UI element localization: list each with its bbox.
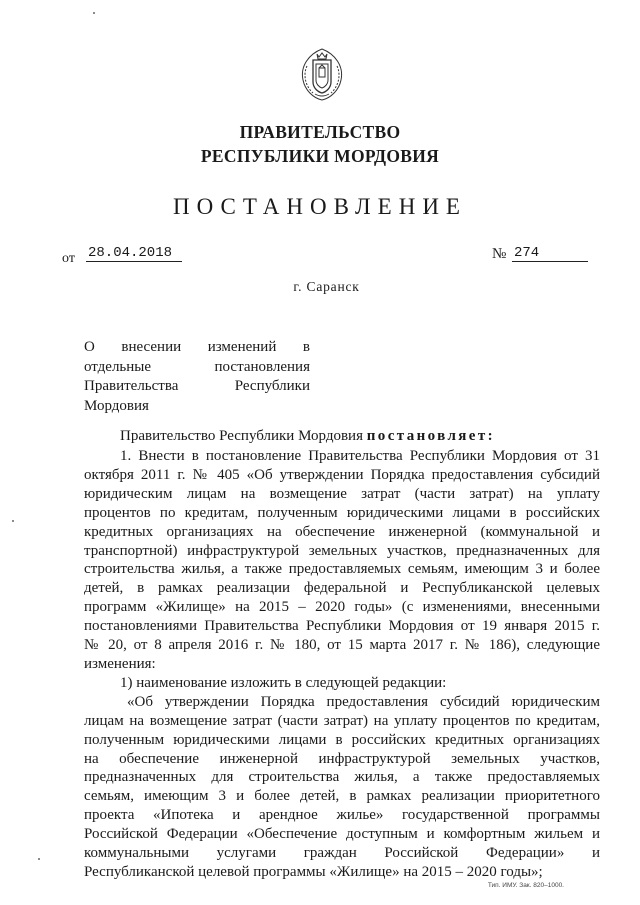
subject-line: Правительства Республики (84, 378, 310, 394)
resolution-intro (120, 428, 495, 445)
intro-resolves: постановляет: (366, 428, 496, 444)
body-line: программ «Жилище» на 2015 – 2020 годы» (с изменениями, внесенными (84, 599, 600, 616)
print-mark: Тип. ИМУ. Зак. 820–1000. (487, 882, 564, 889)
city-name: г. Саранск (293, 279, 360, 294)
body-line: Российской Федерации «Обеспечение доступным и комфортным жильем и (84, 826, 600, 843)
body-line: 1. Внести в постановление Правительства Республики Мордовия от 31 (120, 448, 600, 464)
body-line: коммунальными услугами граждан Российской Федерации» и (84, 845, 600, 862)
subject-line: О внесении изменений в (84, 339, 310, 355)
body-line: транспортной) инфраструктурой земельных участков, предназначенных для (84, 542, 600, 559)
document-date: 28.04.2018 (86, 245, 182, 262)
document-body (84, 447, 600, 882)
organization-name-line1: ПРАВИТЕЛЬСТВО (239, 122, 401, 142)
body-line: лицам на возмещение затрат (части затрат) на уплату процентов по кредитам, (84, 712, 600, 729)
scan-speck (38, 858, 40, 860)
body-line: семьям, имеющим 3 и более детей, в рамках реализации приоритетного (84, 788, 600, 805)
body-line: детей, в рамках реализации федеральной и Республиканской целевых (84, 580, 600, 597)
organization-name-line2: РЕСПУБЛИКИ МОРДОВИЯ (200, 146, 440, 166)
body-line: проекта «Ипотека и арендное жилье» государственной программы (84, 807, 600, 824)
body-line: постановлениями Правительства Республики Мордовия от 19 января 2015 г. (84, 618, 600, 635)
subject-line: отдельные постановления (84, 358, 310, 375)
body-line: процентов по кредитам, полученным юридическими лицами в российских (84, 504, 600, 521)
body-line: изменения: (84, 655, 156, 672)
body-line: предназначенных для строительства жилья, а также предоставляемых (84, 769, 600, 786)
body-line: на обеспечение инженерной инфраструктурой земельных участков, (84, 750, 600, 767)
body-line: октября 2011 г. № 405 «Об утверждении Порядка предоставления субсидий (84, 466, 600, 483)
number-label: № (492, 246, 507, 262)
scan-speck (93, 12, 95, 14)
body-line: 1) наименование изложить в следующей редакции: (120, 674, 447, 691)
body-line: № 20, от 8 апреля 2016 г. № 180, от 15 марта 2017 г. № 186), следующие (84, 637, 600, 654)
scan-speck (12, 520, 14, 522)
body-line: юридическим лицам на возмещение затрат (части затрат) на уплату (84, 485, 600, 502)
body-line: кредитных организациях на обеспечение инженерной (коммунальной и (84, 523, 600, 540)
body-line: «Об утверждении Порядка предоставления субсидий юридическим (127, 693, 600, 710)
intro-prefix: Правительство Республики Мордовия (120, 428, 367, 444)
body-line: Республиканской целевой программы «Жилище» на 2015 – 2020 годы»; (84, 863, 543, 880)
coat-of-arms-emblem (295, 46, 349, 102)
document-type-title: ПОСТАНОВЛЕНИЕ (173, 194, 467, 219)
body-line: полученным юридическими лицами в российских кредитных организациях (84, 731, 600, 748)
document-subject (84, 338, 310, 416)
body-line: строительства жилья, а также предоставляемых семьям, имеющим 3 и более (84, 561, 600, 578)
subject-line: Мордовия (84, 397, 149, 414)
date-label: от (62, 251, 75, 266)
document-number: 274 (512, 245, 588, 262)
